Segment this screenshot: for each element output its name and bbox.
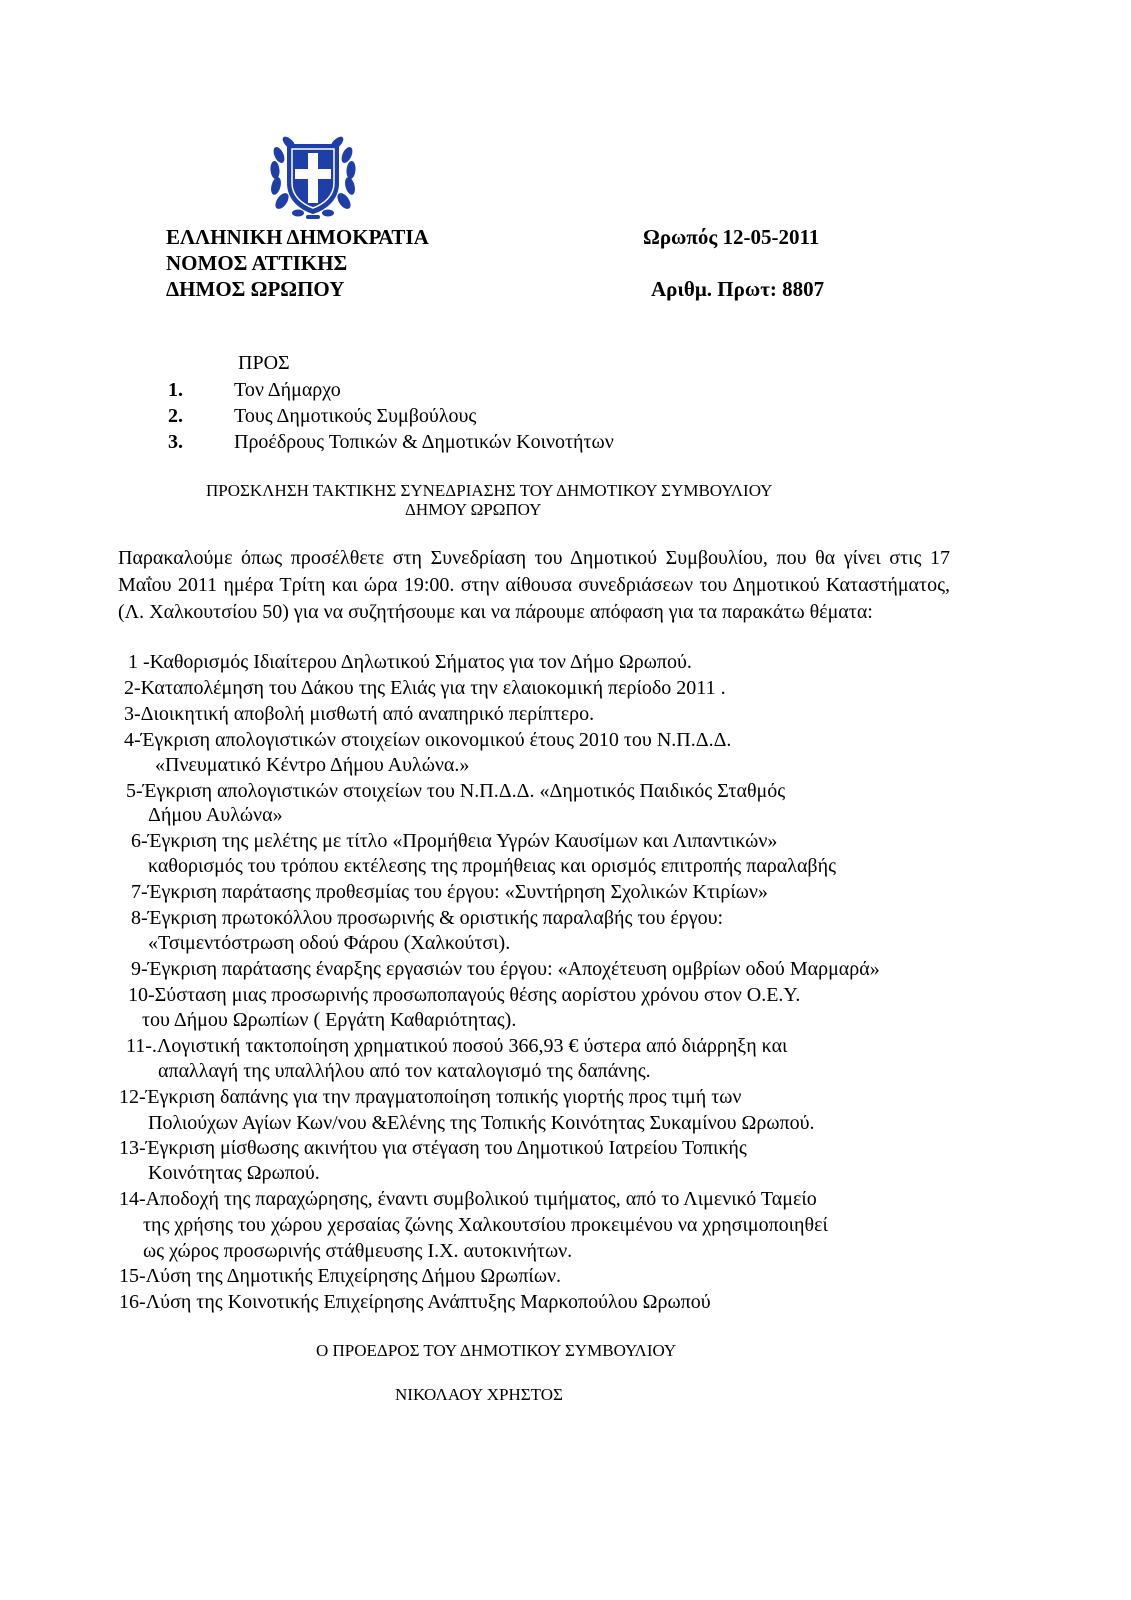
- invitation-paragraph: Παρακαλούμε όπως προσέλθετε στη Συνεδρίαση του Δημοτικού Συμβουλίου, που θα γίνει στις 17 Μαΐου 2011 ημέρα Τρίτη και ώρα 19:00. στην αίθουσα συνεδριάσεων του Δημοτικού Καταστήματος,(Λ. Χαλκουτσίου 50) για να συζητήσουμε και να πάρουμε απόφαση για τα παρακάτω θέματα:: [118, 547, 950, 623]
- agenda-item: 10-Σύσταση μιας προσωρινής προσωποπαγούς θέσης αορίστου χρόνου στον Ο.Ε.Υ.: [128, 984, 801, 1006]
- invitation-subtitle: ΔΗΜΟΥ ΩΡΩΠΟΥ: [405, 500, 542, 519]
- agenda-item: 13-Έγκριση μίσθωσης ακινήτου για στέγαση του Δημοτικού Ιατρείου Τοπικής: [119, 1137, 747, 1159]
- header-line-3: ΔΗΜΟΣ ΩΡΩΠΟΥ: [166, 277, 345, 301]
- signature-title: Ο ΠΡΟΕΔΡΟΣ ΤΟΥ ΔΗΜΟΤΙΚΟΥ ΣΥΜΒΟΥΛΙΟΥ: [316, 1341, 677, 1360]
- agenda-item: 15-Λύση της Δημοτικής Επιχείρησης Δήμου Ωρωπίων.: [119, 1265, 562, 1287]
- agenda-item-continuation: Κοινότητας Ωρωπού.: [148, 1162, 320, 1184]
- recipient-number: 2.: [168, 405, 183, 427]
- invitation-title: ΠΡΟΣΚΛΗΣΗ ΤΑΚΤΙΚΗΣ ΣΥΝΕΔΡΙΑΣΗΣ ΤΟΥ ΔΗΜΟΤΙΚΟΥ ΣΥΜΒΟΥΛΙΟΥ: [206, 481, 773, 500]
- recipient-text: Προέδρους Τοπικών & Δημοτικών Κοινοτήτων: [234, 431, 614, 453]
- signature-name: ΝΙΚΟΛΑΟΥ ΧΡΗΣΤΟΣ: [395, 1385, 563, 1404]
- greek-coat-of-arms-icon: [268, 131, 358, 223]
- place-date: Ωρωπός 12-05-2011: [643, 225, 820, 249]
- recipient-number: 3.: [168, 431, 183, 453]
- agenda-item: 5-Έγκριση απολογιστικών στοιχείων του Ν.Π.Δ.Δ. «Δημοτικός Παιδικός Σταθμός: [126, 780, 786, 802]
- header-line-2: ΝΟΜΟΣ ΑΤΤΙΚΗΣ: [166, 251, 348, 275]
- agenda-item-continuation: καθορισμός του τρόπου εκτέλεσης της προμήθειας και ορισμός επιτροπής παραλαβής: [148, 855, 836, 877]
- recipient-text: Τους Δημοτικούς Συμβούλους: [234, 405, 477, 427]
- protocol-number: Αριθμ. Πρωτ: 8807: [651, 277, 825, 301]
- agenda-item: 7-Έγκριση παράτασης προθεσμίας του έργου: «Συντήρηση Σχολικών Κτιρίων»: [131, 881, 768, 903]
- recipients-title: ΠΡΟΣ: [238, 352, 290, 374]
- recipient-number: 1.: [168, 379, 183, 401]
- agenda-item-continuation: «Τσιμεντόστρωση οδού Φάρου (Χαλκούτσι).: [148, 932, 511, 954]
- agenda-item: 3-Διοικητική αποβολή μισθωτή από αναπηρικό περίπτερο.: [124, 703, 595, 725]
- agenda-item: 11-.Λογιστική τακτοποίηση χρηματικού ποσού 366,93 € ύστερα από διάρρηξη και: [126, 1035, 788, 1057]
- recipient-text: Τον Δήμαρχο: [234, 379, 341, 401]
- header-line-1: ΕΛΛΗΝΙΚΗ ΔΗΜΟΚΡΑΤΙΑ: [166, 225, 429, 249]
- agenda-item-continuation: Πολιούχων Αγίων Κων/νου &Ελένης της Τοπικής Κοινότητας Συκαμίνου Ωρωπού.: [148, 1112, 815, 1134]
- agenda-item: 9-Έγκριση παράτασης έναρξης εργασιών του έργου: «Αποχέτευση ομβρίων οδού Μαρμαρά»: [131, 958, 880, 980]
- agenda-item-continuation: του Δήμου Ωρωπίων ( Εργάτη Καθαριότητας).: [142, 1009, 517, 1031]
- agenda-item-continuation: «Πνευματικό Κέντρο Δήμου Αυλώνα.»: [155, 754, 470, 776]
- agenda-item-continuation: ως χώρος προσωρινής στάθμευσης Ι.Χ. αυτοκινήτων.: [143, 1240, 573, 1262]
- agenda-item-continuation: Δήμου Αυλώνα»: [148, 804, 283, 826]
- agenda-item: 4-Έγκριση απολογιστικών στοιχείων οικονομικού έτους 2010 του Ν.Π.Δ.Δ.: [124, 729, 732, 751]
- agenda-item: 12-Έγκριση δαπάνης για την πραγματοποίηση τοπικής γιορτής προς τιμή των: [119, 1086, 742, 1108]
- agenda-item: 2-Καταπολέμηση του Δάκου της Ελιάς για την ελαιοκομική περίοδο 2011 .: [124, 677, 726, 699]
- agenda-item: 1 -Καθορισμός Ιδιαίτερου Δηλωτικού Σήματος για τον Δήμο Ωρωπού.: [128, 651, 692, 673]
- agenda-item: 8-Έγκριση πρωτοκόλλου προσωρινής & οριστικής παραλαβής του έργου:: [131, 907, 724, 929]
- agenda-item-continuation: απαλλαγή της υπαλλήλου από τον καταλογισμό της δαπάνης.: [158, 1060, 651, 1082]
- agenda-item-continuation: της χρήσης του χώρου χερσαίας ζώνης Χαλκουτσίου προκειμένου να χρησιμοποιηθεί: [143, 1214, 828, 1236]
- agenda-item: 6-Έγκριση της μελέτης με τίτλο «Προμήθεια Υγρών Καυσίμων και Λιπαντικών»: [131, 830, 778, 852]
- agenda-item: 14-Αποδοχή της παραχώρησης, έναντι συμβολικού τιμήματος, από το Λιμενικό Ταμείο: [119, 1188, 817, 1210]
- agenda-item: 16-Λύση της Κοινοτικής Επιχείρησης Ανάπτυξης Μαρκοπούλου Ωρωπού: [119, 1291, 711, 1313]
